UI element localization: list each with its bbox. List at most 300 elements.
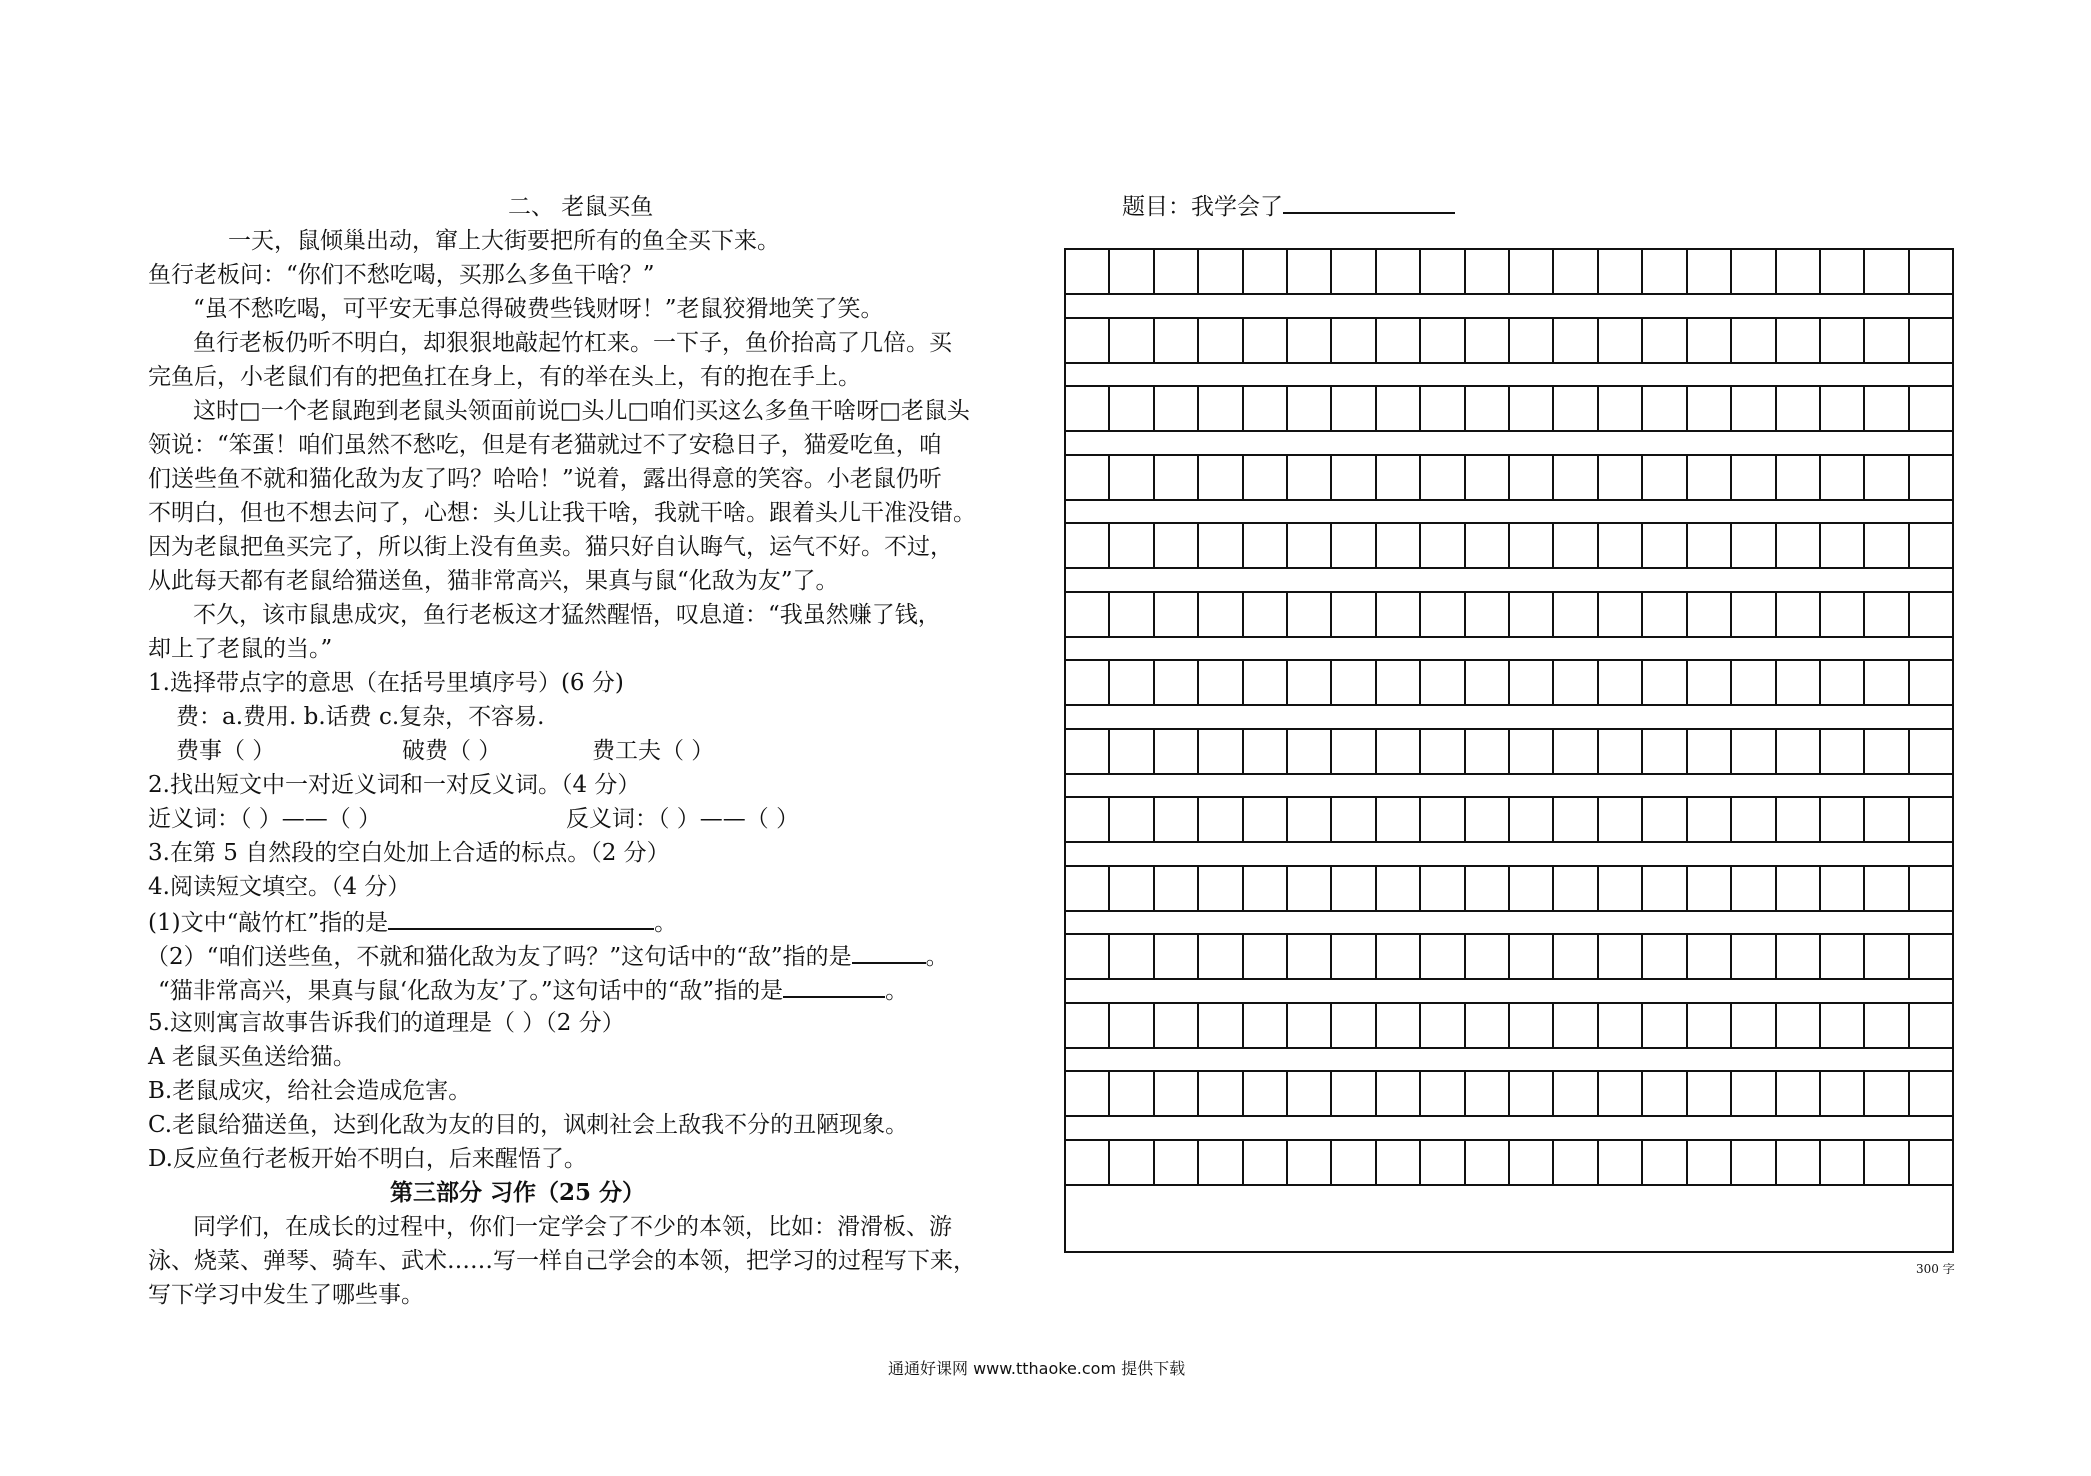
grid-cell[interactable] [1332, 593, 1376, 636]
grid-cell[interactable] [1421, 798, 1465, 841]
grid-cell[interactable] [1244, 593, 1288, 636]
grid-cell[interactable] [1377, 730, 1421, 773]
grid-cell[interactable] [1910, 456, 1952, 499]
grid-cell[interactable] [1688, 593, 1732, 636]
grid-cell[interactable] [1865, 798, 1909, 841]
grid-cell[interactable] [1599, 661, 1643, 704]
grid-cell[interactable] [1910, 1004, 1952, 1047]
grid-cell[interactable] [1732, 935, 1776, 978]
grid-cell[interactable] [1599, 1072, 1643, 1115]
answer-blank[interactable] [852, 940, 926, 964]
grid-cell[interactable] [1688, 319, 1732, 362]
grid-cell[interactable] [1421, 319, 1465, 362]
grid-cell[interactable] [1466, 250, 1510, 293]
grid-cell[interactable] [1510, 456, 1554, 499]
grid-cell[interactable] [1288, 524, 1332, 567]
grid-cell[interactable] [1288, 798, 1332, 841]
grid-cell[interactable] [1199, 1141, 1243, 1184]
grid-cell[interactable] [1732, 730, 1776, 773]
grid-cell[interactable] [1510, 798, 1554, 841]
grid-cell[interactable] [1244, 319, 1288, 362]
grid-cell[interactable] [1377, 387, 1421, 430]
grid-cell[interactable] [1599, 730, 1643, 773]
grid-cell[interactable] [1821, 798, 1865, 841]
grid-cell[interactable] [1777, 798, 1821, 841]
grid-cell[interactable] [1599, 798, 1643, 841]
grid-cell[interactable] [1110, 1004, 1154, 1047]
grid-cell[interactable] [1066, 1141, 1110, 1184]
grid-cell[interactable] [1421, 524, 1465, 567]
grid-cell[interactable] [1421, 1072, 1465, 1115]
grid-cell[interactable] [1421, 250, 1465, 293]
grid-cell[interactable] [1599, 867, 1643, 910]
grid-cell[interactable] [1421, 1004, 1465, 1047]
grid-cell[interactable] [1599, 1004, 1643, 1047]
grid-cell[interactable] [1066, 250, 1110, 293]
grid-cell[interactable] [1688, 1004, 1732, 1047]
paragraph-line: 因为老鼠把鱼买完了，所以街上没有鱼卖。猫只好自认晦气，运气不好。不过， [148, 534, 953, 560]
grid-cell[interactable] [1732, 661, 1776, 704]
grid-cell[interactable] [1732, 1141, 1776, 1184]
grid-cell[interactable] [1466, 456, 1510, 499]
grid-cell[interactable] [1554, 1141, 1598, 1184]
grid-cell[interactable] [1910, 867, 1952, 910]
composition-grid[interactable] [1064, 248, 1954, 1253]
grid-cell[interactable] [1554, 798, 1598, 841]
grid-cell[interactable] [1865, 661, 1909, 704]
grid-cell[interactable] [1466, 661, 1510, 704]
grid-cell[interactable] [1599, 935, 1643, 978]
grid-cell[interactable] [1199, 730, 1243, 773]
grid-cell[interactable] [1155, 1004, 1199, 1047]
grid-cell[interactable] [1643, 250, 1687, 293]
grid-cell[interactable] [1777, 250, 1821, 293]
grid-cell[interactable] [1732, 250, 1776, 293]
grid-cell[interactable] [1377, 661, 1421, 704]
grid-cell[interactable] [1510, 250, 1554, 293]
grid-cell[interactable] [1288, 935, 1332, 978]
grid-cell[interactable] [1421, 387, 1465, 430]
grid-cell[interactable] [1199, 387, 1243, 430]
grid-cell[interactable] [1510, 524, 1554, 567]
grid-cell[interactable] [1688, 867, 1732, 910]
grid-cell[interactable] [1377, 798, 1421, 841]
question-5-option: A 老鼠买鱼送给猫。 [148, 1044, 356, 1070]
grid-cell[interactable] [1110, 867, 1154, 910]
grid-cell[interactable] [1288, 1141, 1332, 1184]
grid-cell[interactable] [1865, 1004, 1909, 1047]
grid-cell[interactable] [1288, 1072, 1332, 1115]
grid-cell[interactable] [1688, 1072, 1732, 1115]
grid-cell[interactable] [1777, 387, 1821, 430]
grid-cell[interactable] [1777, 935, 1821, 978]
grid-cell[interactable] [1821, 935, 1865, 978]
grid-cell[interactable] [1377, 1072, 1421, 1115]
grid-cell[interactable] [1554, 250, 1598, 293]
grid-cell[interactable] [1910, 524, 1952, 567]
grid-cell[interactable] [1643, 798, 1687, 841]
grid-cell[interactable] [1643, 661, 1687, 704]
question-5: 5.这则寓言故事告诉我们的道理是（ ）（2 分） [148, 1010, 625, 1036]
grid-cell[interactable] [1643, 1141, 1687, 1184]
grid-cell[interactable] [1155, 867, 1199, 910]
grid-cell[interactable] [1066, 798, 1110, 841]
grid-cell[interactable] [1777, 730, 1821, 773]
grid-cell[interactable] [1688, 730, 1732, 773]
grid-cell[interactable] [1865, 456, 1909, 499]
grid-cell[interactable] [1199, 1004, 1243, 1047]
grid-cell[interactable] [1332, 456, 1376, 499]
grid-cell[interactable] [1688, 661, 1732, 704]
grid-cell[interactable] [1155, 456, 1199, 499]
grid-cell[interactable] [1865, 1141, 1909, 1184]
grid-cell[interactable] [1821, 387, 1865, 430]
grid-cell[interactable] [1244, 387, 1288, 430]
grid-cell[interactable] [1599, 593, 1643, 636]
grid-cell[interactable] [1777, 456, 1821, 499]
grid-cell[interactable] [1155, 1141, 1199, 1184]
grid-cell[interactable] [1421, 730, 1465, 773]
grid-cell[interactable] [1332, 867, 1376, 910]
grid-cell[interactable] [1510, 867, 1554, 910]
grid-cell[interactable] [1777, 1004, 1821, 1047]
grid-cell[interactable] [1244, 935, 1288, 978]
grid-cell[interactable] [1910, 250, 1952, 293]
grid-cell[interactable] [1910, 661, 1952, 704]
grid-cell[interactable] [1510, 387, 1554, 430]
grid-cell[interactable] [1244, 661, 1288, 704]
grid-cell[interactable] [1066, 524, 1110, 567]
grid-cell[interactable] [1554, 387, 1598, 430]
grid-cell[interactable] [1643, 730, 1687, 773]
section-title: 二、 老鼠买鱼 [508, 194, 654, 220]
grid-cell[interactable] [1155, 935, 1199, 978]
grid-cell[interactable] [1244, 456, 1288, 499]
grid-cell[interactable] [1332, 1072, 1376, 1115]
grid-cell[interactable] [1688, 387, 1732, 430]
grid-cell[interactable] [1377, 867, 1421, 910]
grid-cell[interactable] [1910, 1072, 1952, 1115]
grid-cell[interactable] [1732, 319, 1776, 362]
grid-cell[interactable] [1110, 1141, 1154, 1184]
grid-cell[interactable] [1554, 661, 1598, 704]
grid-cell[interactable] [1332, 250, 1376, 293]
grid-cell[interactable] [1466, 935, 1510, 978]
grid-cell[interactable] [1821, 730, 1865, 773]
grid-cell[interactable] [1377, 319, 1421, 362]
grid-cell[interactable] [1377, 524, 1421, 567]
grid-cell[interactable] [1332, 661, 1376, 704]
grid-cell[interactable] [1110, 524, 1154, 567]
grid-cell[interactable] [1199, 524, 1243, 567]
grid-cell[interactable] [1066, 730, 1110, 773]
grid-cell[interactable] [1599, 319, 1643, 362]
grid-cell[interactable] [1466, 319, 1510, 362]
grid-cell[interactable] [1643, 593, 1687, 636]
grid-row [1066, 454, 1952, 501]
grid-cell[interactable] [1066, 661, 1110, 704]
grid-cell[interactable] [1910, 593, 1952, 636]
grid-cell[interactable] [1910, 798, 1952, 841]
grid-cell[interactable] [1910, 730, 1952, 773]
grid-cell[interactable] [1643, 1004, 1687, 1047]
grid-cell[interactable] [1066, 935, 1110, 978]
grid-cell[interactable] [1332, 387, 1376, 430]
grid-cell[interactable] [1865, 1072, 1909, 1115]
grid-cell[interactable] [1066, 867, 1110, 910]
grid-cell[interactable] [1421, 456, 1465, 499]
paragraph-line: 从此每天都有老鼠给猫送鱼，猫非常高兴，果真与鼠“化敌为友”了。 [148, 568, 839, 594]
grid-cell[interactable] [1865, 250, 1909, 293]
grid-cell[interactable] [1510, 319, 1554, 362]
grid-cell[interactable] [1288, 730, 1332, 773]
grid-cell[interactable] [1821, 319, 1865, 362]
grid-cell[interactable] [1554, 1004, 1598, 1047]
grid-cell[interactable] [1288, 387, 1332, 430]
grid-cell[interactable] [1643, 456, 1687, 499]
grid-cell[interactable] [1466, 1141, 1510, 1184]
grid-row [1066, 248, 1952, 295]
grid-cell[interactable] [1599, 456, 1643, 499]
grid-cell[interactable] [1244, 1004, 1288, 1047]
paragraph-line: 一天，鼠倾巢出动，窜上大街要把所有的鱼全买下来。 [228, 228, 780, 254]
grid-cell[interactable] [1688, 1141, 1732, 1184]
grid-cell[interactable] [1155, 661, 1199, 704]
grid-cell[interactable] [1288, 456, 1332, 499]
grid-cell[interactable] [1732, 593, 1776, 636]
grid-cell[interactable] [1377, 935, 1421, 978]
grid-cell[interactable] [1199, 798, 1243, 841]
grid-cell[interactable] [1110, 730, 1154, 773]
question-2: 2.找出短文中一对近义词和一对反义词。（4 分） [148, 772, 641, 798]
grid-cell[interactable] [1777, 593, 1821, 636]
grid-cell[interactable] [1110, 1072, 1154, 1115]
grid-cell[interactable] [1332, 730, 1376, 773]
grid-cell[interactable] [1732, 524, 1776, 567]
grid-cell[interactable] [1643, 1072, 1687, 1115]
grid-cell[interactable] [1777, 319, 1821, 362]
grid-cell[interactable] [1821, 456, 1865, 499]
grid-cell[interactable] [1554, 935, 1598, 978]
answer-blank[interactable] [783, 974, 885, 998]
grid-cell[interactable] [1688, 456, 1732, 499]
grid-cell[interactable] [1688, 524, 1732, 567]
grid-cell[interactable] [1910, 387, 1952, 430]
grid-cell[interactable] [1421, 593, 1465, 636]
grid-cell[interactable] [1199, 593, 1243, 636]
grid-cell[interactable] [1466, 798, 1510, 841]
grid-cell[interactable] [1199, 1072, 1243, 1115]
grid-cell[interactable] [1821, 593, 1865, 636]
grid-cell[interactable] [1155, 730, 1199, 773]
grid-cell[interactable] [1777, 661, 1821, 704]
grid-cell[interactable] [1377, 1141, 1421, 1184]
grid-cell[interactable] [1910, 935, 1952, 978]
grid-cell[interactable] [1466, 867, 1510, 910]
grid-cell[interactable] [1821, 524, 1865, 567]
grid-cell[interactable] [1821, 1004, 1865, 1047]
grid-cell[interactable] [1466, 1072, 1510, 1115]
grid-cell[interactable] [1199, 250, 1243, 293]
grid-cell[interactable] [1732, 798, 1776, 841]
grid-cell[interactable] [1466, 1004, 1510, 1047]
grid-cell[interactable] [1066, 593, 1110, 636]
question-3: 3.在第 5 自然段的空白处加上合适的标点。（2 分） [148, 840, 670, 866]
grid-cell[interactable] [1155, 319, 1199, 362]
grid-cell[interactable] [1510, 661, 1554, 704]
grid-cell[interactable] [1688, 250, 1732, 293]
grid-cell[interactable] [1332, 1141, 1376, 1184]
grid-cell[interactable] [1554, 456, 1598, 499]
grid-cell[interactable] [1466, 730, 1510, 773]
word-count-label: 300 字 [1916, 1262, 1955, 1276]
grid-cell[interactable] [1199, 867, 1243, 910]
question-4-2-text: （2）“咱们送些鱼，不就和猫化敌为友了吗？”这句话中的“敌”指的是 [146, 944, 852, 970]
grid-cell[interactable] [1155, 524, 1199, 567]
grid-cell[interactable] [1865, 935, 1909, 978]
grid-cell[interactable] [1821, 661, 1865, 704]
grid-cell[interactable] [1110, 935, 1154, 978]
grid-cell[interactable] [1288, 250, 1332, 293]
grid-cell[interactable] [1155, 250, 1199, 293]
grid-cell[interactable] [1199, 935, 1243, 978]
grid-cell[interactable] [1510, 935, 1554, 978]
grid-cell[interactable] [1777, 1141, 1821, 1184]
grid-cell[interactable] [1244, 250, 1288, 293]
grid-cell[interactable] [1688, 935, 1732, 978]
grid-cell[interactable] [1244, 730, 1288, 773]
grid-cell[interactable] [1599, 524, 1643, 567]
grid-cell[interactable] [1466, 524, 1510, 567]
grid-cell[interactable] [1332, 524, 1376, 567]
grid-cell[interactable] [1910, 1141, 1952, 1184]
grid-cell[interactable] [1066, 1004, 1110, 1047]
grid-cell[interactable] [1865, 593, 1909, 636]
footer-text: 通通好课网 www.tthaoke.com 提供下载 [888, 1359, 1186, 1378]
grid-cell[interactable] [1377, 1004, 1421, 1047]
grid-cell[interactable] [1244, 1141, 1288, 1184]
grid-cell[interactable] [1865, 524, 1909, 567]
question-4: 4.阅读短文填空。（4 分） [148, 874, 411, 900]
grid-cell[interactable] [1066, 319, 1110, 362]
grid-cell[interactable] [1155, 1072, 1199, 1115]
grid-cell[interactable] [1199, 661, 1243, 704]
grid-cell[interactable] [1599, 387, 1643, 430]
grid-row [1066, 865, 1952, 912]
grid-cell[interactable] [1288, 661, 1332, 704]
grid-cell[interactable] [1599, 1141, 1643, 1184]
grid-cell[interactable] [1865, 867, 1909, 910]
grid-cell[interactable] [1510, 730, 1554, 773]
grid-cell[interactable] [1777, 1072, 1821, 1115]
grid-cell[interactable] [1554, 1072, 1598, 1115]
grid-cell[interactable] [1066, 1072, 1110, 1115]
grid-cell[interactable] [1821, 867, 1865, 910]
grid-cell[interactable] [1288, 593, 1332, 636]
grid-cell[interactable] [1510, 1141, 1554, 1184]
answer-blank[interactable] [388, 906, 654, 930]
grid-cell[interactable] [1421, 935, 1465, 978]
grid-cell[interactable] [1643, 319, 1687, 362]
grid-cell[interactable] [1732, 867, 1776, 910]
grid-cell[interactable] [1599, 250, 1643, 293]
grid-cell[interactable] [1777, 867, 1821, 910]
grid-cell[interactable] [1110, 661, 1154, 704]
grid-cell[interactable] [1554, 593, 1598, 636]
grid-cell[interactable] [1110, 456, 1154, 499]
grid-cell[interactable] [1110, 798, 1154, 841]
grid-cell[interactable] [1554, 730, 1598, 773]
grid-cell[interactable] [1732, 1072, 1776, 1115]
grid-cell[interactable] [1288, 867, 1332, 910]
grid-cell[interactable] [1910, 319, 1952, 362]
grid-cell[interactable] [1155, 798, 1199, 841]
grid-cell[interactable] [1732, 1004, 1776, 1047]
grid-cell[interactable] [1554, 867, 1598, 910]
grid-cell[interactable] [1554, 319, 1598, 362]
grid-cell[interactable] [1110, 319, 1154, 362]
grid-cell[interactable] [1777, 524, 1821, 567]
grid-cell[interactable] [1155, 387, 1199, 430]
grid-cell[interactable] [1332, 1004, 1376, 1047]
grid-cell[interactable] [1288, 1004, 1332, 1047]
grid-cell[interactable] [1110, 387, 1154, 430]
grid-cell[interactable] [1821, 1141, 1865, 1184]
grid-cell[interactable] [1554, 524, 1598, 567]
grid-cell[interactable] [1332, 798, 1376, 841]
title-blank[interactable] [1283, 190, 1455, 214]
grid-cell[interactable] [1110, 593, 1154, 636]
grid-cell[interactable] [1643, 935, 1687, 978]
grid-cell[interactable] [1732, 387, 1776, 430]
grid-cell[interactable] [1288, 319, 1332, 362]
grid-cell[interactable] [1865, 319, 1909, 362]
grid-cell[interactable] [1421, 867, 1465, 910]
grid-cell[interactable] [1066, 456, 1110, 499]
grid-cell[interactable] [1821, 1072, 1865, 1115]
grid-cell[interactable] [1688, 798, 1732, 841]
grid-cell[interactable] [1377, 250, 1421, 293]
grid-cell[interactable] [1821, 250, 1865, 293]
grid-cell[interactable] [1332, 935, 1376, 978]
grid-cell[interactable] [1244, 1072, 1288, 1115]
grid-cell[interactable] [1643, 867, 1687, 910]
grid-cell[interactable] [1466, 593, 1510, 636]
grid-cell[interactable] [1865, 730, 1909, 773]
grid-cell[interactable] [1643, 387, 1687, 430]
grid-cell[interactable] [1066, 387, 1110, 430]
grid-cell[interactable] [1244, 867, 1288, 910]
grid-cell[interactable] [1510, 1004, 1554, 1047]
grid-cell[interactable] [1643, 524, 1687, 567]
grid-cell[interactable] [1199, 319, 1243, 362]
grid-cell[interactable] [1332, 319, 1376, 362]
grid-cell[interactable] [1466, 387, 1510, 430]
grid-cell[interactable] [1510, 1072, 1554, 1115]
grid-cell[interactable] [1377, 456, 1421, 499]
grid-cell[interactable] [1377, 593, 1421, 636]
grid-cell[interactable] [1732, 456, 1776, 499]
grid-cell[interactable] [1155, 593, 1199, 636]
grid-cell[interactable] [1510, 593, 1554, 636]
grid-cell[interactable] [1199, 456, 1243, 499]
grid-cell[interactable] [1110, 250, 1154, 293]
grid-cell[interactable] [1244, 798, 1288, 841]
grid-cell[interactable] [1865, 387, 1909, 430]
grid-cell[interactable] [1421, 1141, 1465, 1184]
grid-cell[interactable] [1421, 661, 1465, 704]
grid-cell[interactable] [1244, 524, 1288, 567]
